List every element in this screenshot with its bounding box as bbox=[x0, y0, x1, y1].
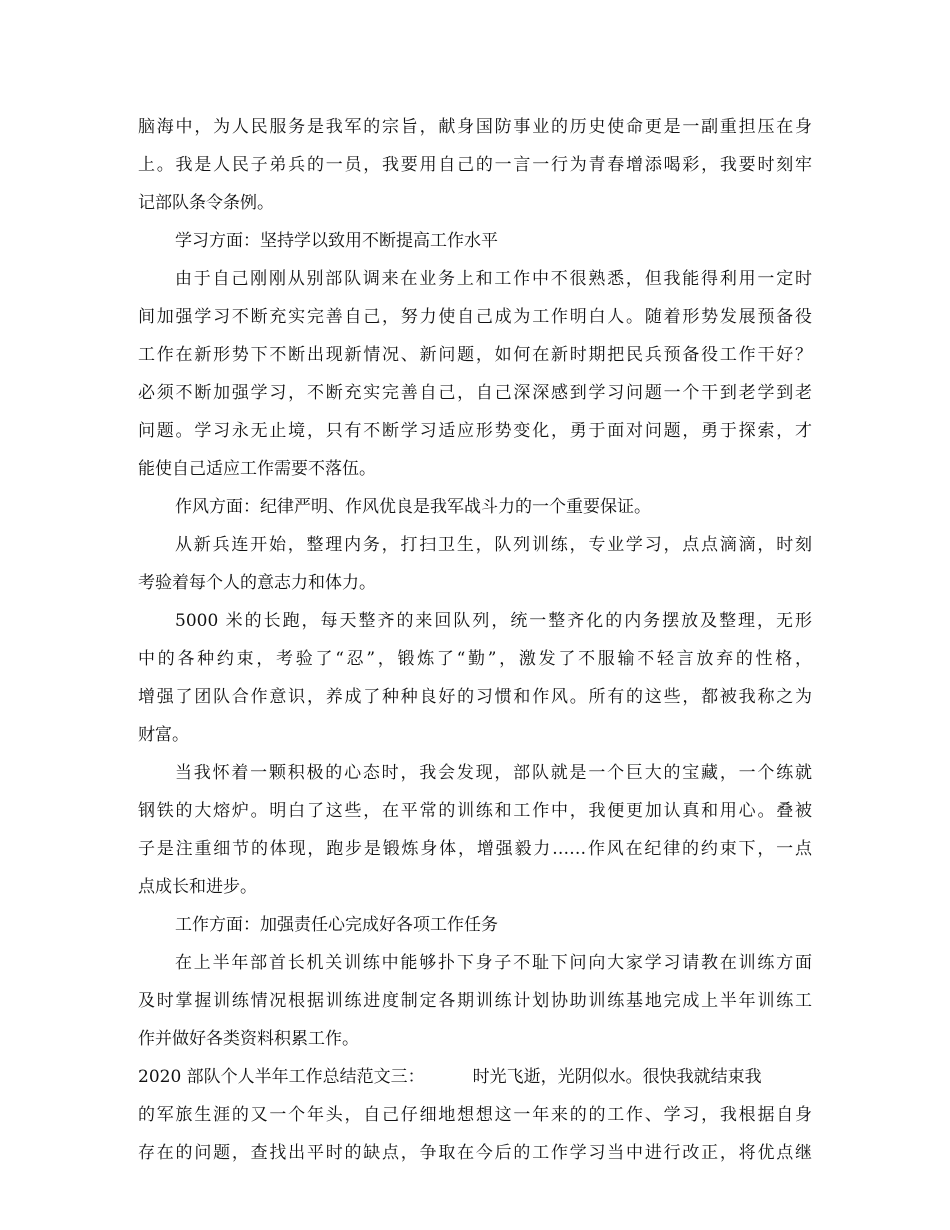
article-opening-text: 时光飞逝，光阴似水。很快我就结束我 bbox=[472, 1067, 762, 1087]
body-text-line: 的军旅生涯的又一个年头，自己仔细地想想这一年来的的工作、学习，我根据自身 bbox=[138, 1105, 812, 1125]
section-heading-work: 工作方面：加强责任心完成好各项工作任务 bbox=[175, 915, 498, 935]
body-text-line: 子是注重细节的体现，跑步是锻炼身体，增强毅力……作风在纪律的约束下，一点 bbox=[138, 839, 812, 859]
body-text-line: 能使自己适应工作需要不落伍。 bbox=[138, 459, 376, 479]
body-text-line: 财富。 bbox=[138, 725, 189, 745]
article-title: 2020 部队个人半年工作总结范文三： bbox=[138, 1067, 425, 1087]
body-text-line: 当我怀着一颗积极的心态时，我会发现，部队就是一个巨大的宝藏，一个练就 bbox=[175, 763, 812, 783]
body-text-line: 考验着每个人的意志力和体力。 bbox=[138, 573, 376, 593]
section-heading-style: 作风方面：纪律严明、作风优良是我军战斗力的一个重要保证。 bbox=[175, 497, 651, 517]
body-text-line: 增强了团队合作意识，养成了种种良好的习惯和作风。所有的这些，都被我称之为 bbox=[138, 687, 812, 707]
body-text-line: 间加强学习不断充实完善自己，努力使自己成为工作明白人。随着形势发展预备役 bbox=[138, 307, 812, 327]
body-text-line: 脑海中，为人民服务是我军的宗旨，献身国防事业的历史使命更是一副重担压在身 bbox=[138, 117, 812, 137]
body-text-line: 钢铁的大熔炉。明白了这些，在平常的训练和工作中，我便更加认真和用心。叠被 bbox=[138, 801, 812, 821]
body-text-line: 及时掌握训练情况根据训练进度制定各期训练计划协助训练基地完成上半年训练工 bbox=[138, 991, 812, 1011]
body-text-line: 5000 米的长跑，每天整齐的来回队列，统一整齐化的内务摆放及整理，无形 bbox=[175, 611, 812, 631]
body-text-line: 点成长和进步。 bbox=[138, 877, 257, 897]
body-text-line: 记部队条令条例。 bbox=[138, 193, 274, 213]
body-text-line: 从新兵连开始，整理内务，打扫卫生，队列训练，专业学习，点点滴滴，时刻 bbox=[175, 535, 812, 555]
article-heading-line bbox=[138, 1062, 812, 1092]
body-text-line: 上。我是人民子弟兵的一员，我要用自己的一言一行为青春增添喝彩，我要时刻牢 bbox=[138, 155, 812, 175]
body-text-line: 必须不断加强学习，不断充实完善自己，自己深深感到学习问题一个干到老学到老 bbox=[138, 383, 812, 403]
section-heading-study: 学习方面：坚持学以致用不断提高工作水平 bbox=[175, 231, 498, 251]
body-text-line: 作并做好各类资料积累工作。 bbox=[138, 1029, 359, 1049]
body-text-line: 在上半年部首长机关训练中能够扑下身子不耻下问向大家学习请教在训练方面 bbox=[175, 953, 812, 973]
body-text-line: 问题。学习永无止境，只有不断学习适应形势变化，勇于面对问题，勇于探索，才 bbox=[138, 421, 812, 441]
body-text-line: 由于自己刚刚从别部队调来在业务上和工作中不很熟悉，但我能得利用一定时 bbox=[175, 269, 812, 289]
body-text-line: 存在的问题，查找出平时的缺点，争取在今后的工作学习当中进行改正，将优点继 bbox=[138, 1143, 812, 1163]
body-text-line: 中的各种约束，考验了“忍”，锻炼了“勤”，激发了不服输不轻言放弃的性格， bbox=[138, 649, 812, 669]
body-text-line: 工作在新形势下不断出现新情况、新问题，如何在新时期把民兵预备役工作干好？ bbox=[138, 345, 812, 365]
